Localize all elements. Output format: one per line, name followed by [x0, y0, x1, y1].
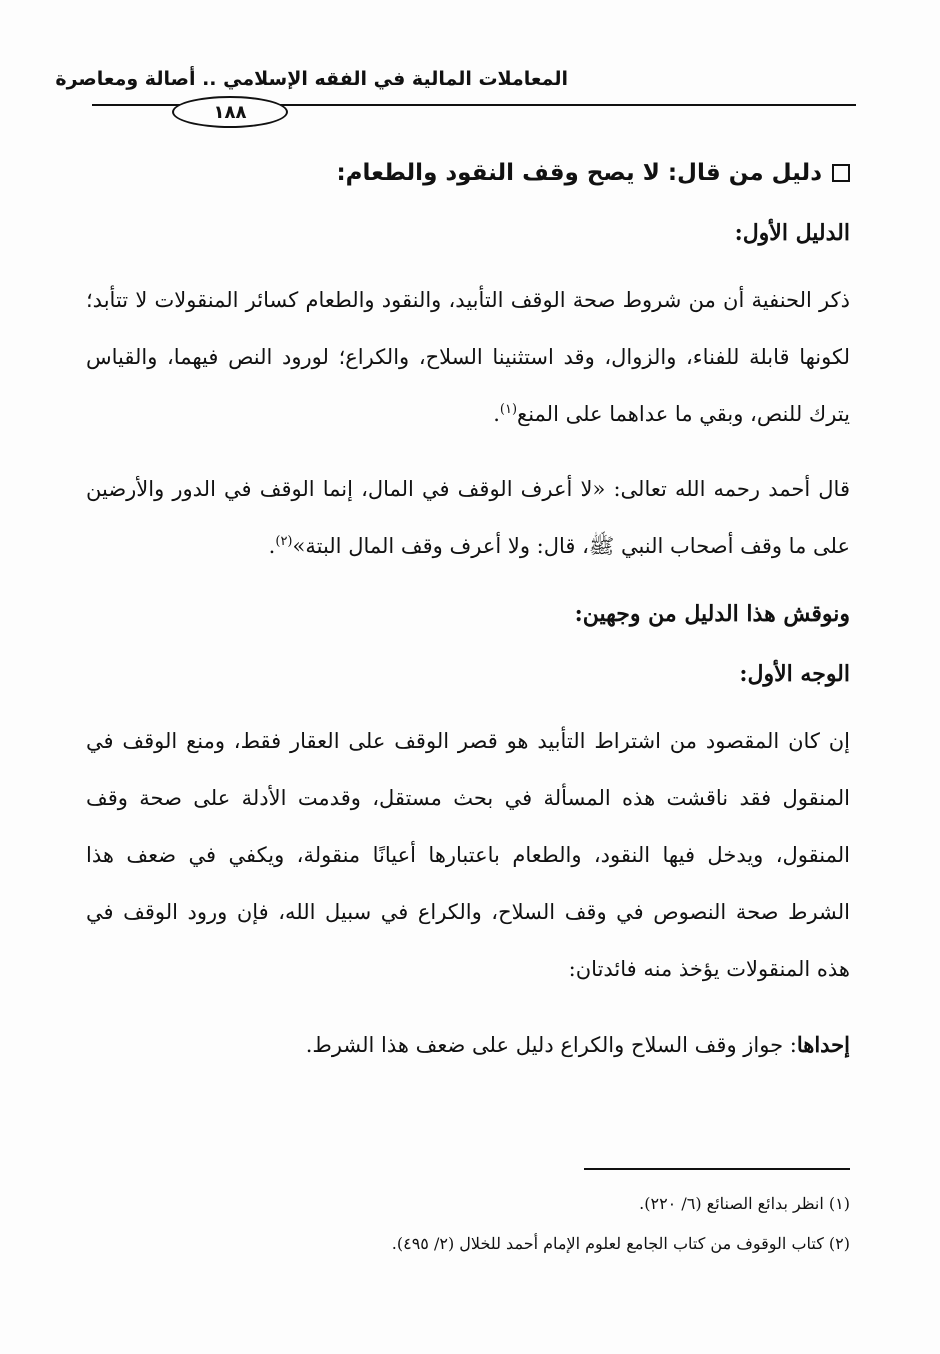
footnote-2: (٢) كتاب الوقوف من كتاب الجامع لعلوم الإمام أحمد للخلال (٢/ ٤٩٥). — [391, 1234, 850, 1253]
footnote-separator — [584, 1168, 850, 1170]
footnote-ref-1: (١) — [499, 402, 518, 417]
page-body — [86, 152, 850, 1092]
paragraph-2-end: . — [268, 534, 276, 558]
footnote-ref-2: (٢) — [275, 534, 293, 549]
paragraph-4-label: إحداها — [796, 1032, 850, 1057]
paragraph-2 — [86, 461, 850, 575]
footnotes — [86, 1184, 850, 1264]
discussion-title: ونوقش هذا الدليل من وجهين: — [574, 601, 850, 627]
paragraph-1-end: . — [493, 402, 500, 426]
footnote-1: (١) انظر بدائع الصنائع (٦/ ٢٢٠). — [639, 1194, 850, 1213]
square-bullet-icon — [832, 164, 850, 182]
paragraph-4-text: : جواز وقف السلاح والكراع دليل على ضعف هذا الشرط. — [305, 1033, 797, 1057]
paragraph-1-text: ذكر الحنفية أن من شروط صحة الوقف التأبيد، والنقود والطعام كسائر المنقولات لا تتأبد؛ لكونها قابلة للفناء، والزوال، وقد استثنينا السلاح، والكراع؛ لورود النص فيهما، والقياس يترك للنص، وبقي ما عداهما على المنع — [86, 288, 850, 426]
paragraph-4 — [86, 1016, 850, 1074]
aspect-1-title: الوجه الأول: — [739, 661, 850, 687]
page-number: ١٨٨ — [172, 96, 288, 128]
paragraph-2-text: قال أحمد رحمه الله تعالى: «لا أعرف الوقف في المال، إنما الوقف في الدور والأرضين على ما وقف أصحاب النبي ﷺ، قال: ولا أعرف وقف المال البتة» — [86, 477, 850, 558]
paragraph-1 — [86, 272, 850, 443]
section-heading-text: دليل من قال: لا يصح وقف النقود والطعام: — [336, 160, 822, 186]
evidence-1-title: الدليل الأول: — [734, 220, 850, 246]
paragraph-3: إن كان المقصود من اشتراط التأبيد هو قصر الوقف على العقار فقط، ومنع الوقف في المنقول فقد ناقشت هذه المسألة في بحث مستقل، وقدمت الأدلة على صحة وقف المنقول، ويدخل فيها النقود، والطعام باعتبارها أعيانًا منقولة، ويكفي في ضعف هذا الشرط صحة النصوص في وقف السلاح، والكراع في سبيل الله، فإن ورود الوقف في هذه المنقولات يؤخذ منه فائدتان: — [86, 729, 850, 981]
section-heading — [86, 152, 850, 194]
running-header: المعاملات المالية في الفقه الإسلامي .. أصالة ومعاصرة — [55, 68, 568, 90]
